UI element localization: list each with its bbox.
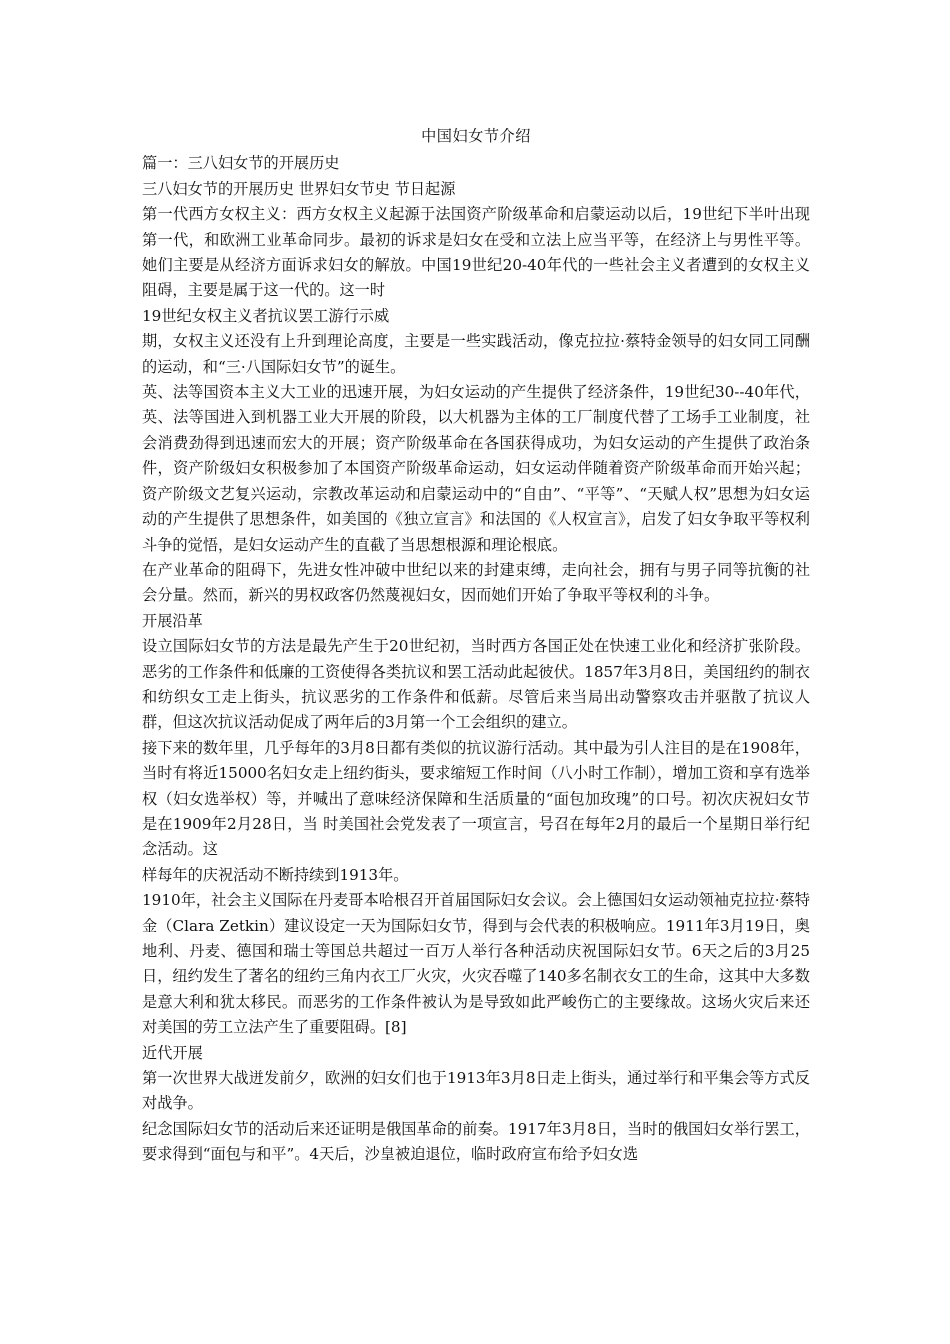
paragraph-heading-1: 篇一：三八妇女节的开展历史 xyxy=(142,154,340,173)
paragraph-1913: 样每年的庆祝活动不断持续到1913年。 xyxy=(142,865,409,884)
paragraph-caption: 19世纪女权主义者抗议罢工游行示威 xyxy=(142,306,390,325)
paragraph-section-history: 开展沿革 xyxy=(142,611,203,630)
paragraph-1910: 1910年，社会主义国际在丹麦哥本哈根召开首届国际妇女会议。会上德国妇女运动领袖克拉拉·蔡特金（Clara Zetkin）建议设定一天为国际妇女节，得到与会代表的积极响应。1911年3月19日，奥地利、丹麦、德国和瑞士等国总共超过一百万人举行各种活动庆祝国际妇女节。6天之后的3月25日，纽约发生了著名的纽约三角内衣工厂火灾，火灾吞噬了140多名制衣女工的生命，这其中大多数是意大利和犹太移民。而恶劣的工作条件被认为是导致如此严峻伤亡的主要缘故。这场火灾后来还对美国的劳工立法产生了重要阻碍。[8] xyxy=(142,891,810,1037)
paragraph-russia: 纪念国际妇女节的活动后来还证明是俄国革命的前奏。1917年3月8日，当时的俄国妇女举行罢工，要求得到“面包与和平”。4天后，沙皇被迫退位，临时政府宣布给予妇女选 xyxy=(142,1119,810,1164)
paragraph-industrial: 在产业革命的阻碍下，先进女性冲破中世纪以来的封建束缚，走向社会，拥有与男子同等抗衡的社会分量。然而，新兴的男权政客仍然蔑视妇女，因而她们开始了争取平等权利的斗争。 xyxy=(142,560,810,605)
paragraph-conditions: 英、法等国资本主义大工业的迅速开展，为妇女运动的产生提供了经济条件，19世纪30--40年代，英、法等国进入到机器工业大开展的阶段，以大机器为主体的工厂制度代替了工场手工业制度，社会消费劲得到迅速而宏大的开展；资产阶级革命在各国获得成功，为妇女运动的产生提供了政治条件，资产阶级妇女积极参加了本国资产阶级革命运动，妇女运动伴随着资产阶级革命而开始兴起；资产阶级文艺复兴运动，宗教改革运动和启蒙运动中的“自由”、“平等”、“天赋人权”思想为妇女运动的产生提供了思想条件，如美国的《独立宣言》和法国的《人权宣言》，启发了妇女争取平等权利斗争的觉悟，是妇女运动产生的直截了当思想根源和理论根底。 xyxy=(142,383,810,554)
document-title: 中国妇女节介绍 xyxy=(421,127,531,145)
paragraph-wwi: 第一次世界大战迸发前夕，欧洲的妇女们也于1913年3月8日走上街头，通过举行和平集会等方式反对战争。 xyxy=(142,1069,810,1113)
paragraph-origin: 设立国际妇女节的方法是最先产生于20世纪初，当时西方各国正处在快速工业化和经济扩张阶段。恶劣的工作条件和低廉的工资使得各类抗议和罢工活动此起彼伏。1857年3月8日，美国纽约的制衣和纺织女工走上街头，抗议恶劣的工作条件和低薪。尽管后来当局出动警察攻击并驱散了抗议人群，但这次抗议活动促成了两年后的3月第一个工会组织的建立。 xyxy=(142,637,810,732)
paragraph-practice: 期，女权主义还没有上升到理论高度，主要是一些实践活动，像克拉拉·蔡特金领导的妇女同工同酬的运动，和“三·八国际妇女节”的诞生。 xyxy=(142,332,810,376)
paragraph-first-wave: 第一代西方女权主义：西方女权主义起源于法国资产阶级革命和启蒙运动以后，19世纪下半叶出现第一代，和欧洲工业革命同步。最初的诉求是妇女在受和立法上应当平等，在经济上与男性平等。她们主要是从经济方面诉求妇女的解放。中国19世纪20-40年代的一些社会主义者遭到的女权主义阻碍，主要是属于这一代的。这一时 xyxy=(142,205,810,300)
document-body xyxy=(142,124,810,1168)
paragraph-1908: 接下来的数年里，几乎每年的3月8日都有类似的抗议游行活动。其中最为引人注目的是在1908年，当时有将近15000名妇女走上纽约街头，要求缩短工作时间（八小时工作制），增加工资和享有选举权（妇女选举权）等，并喊出了意味经济保障和生活质量的“面包加玫瑰”的口号。初次庆祝妇女节是在1909年2月28日，当 时美国社会党发表了一项宣言，号召在每年2月的最后一个星期日举行纪念活动。这 xyxy=(142,738,810,859)
paragraph-section-modern: 近代开展 xyxy=(142,1043,203,1062)
paragraph-heading-2: 三八妇女节的开展历史 世界妇女节史 节日起源 xyxy=(142,179,456,198)
